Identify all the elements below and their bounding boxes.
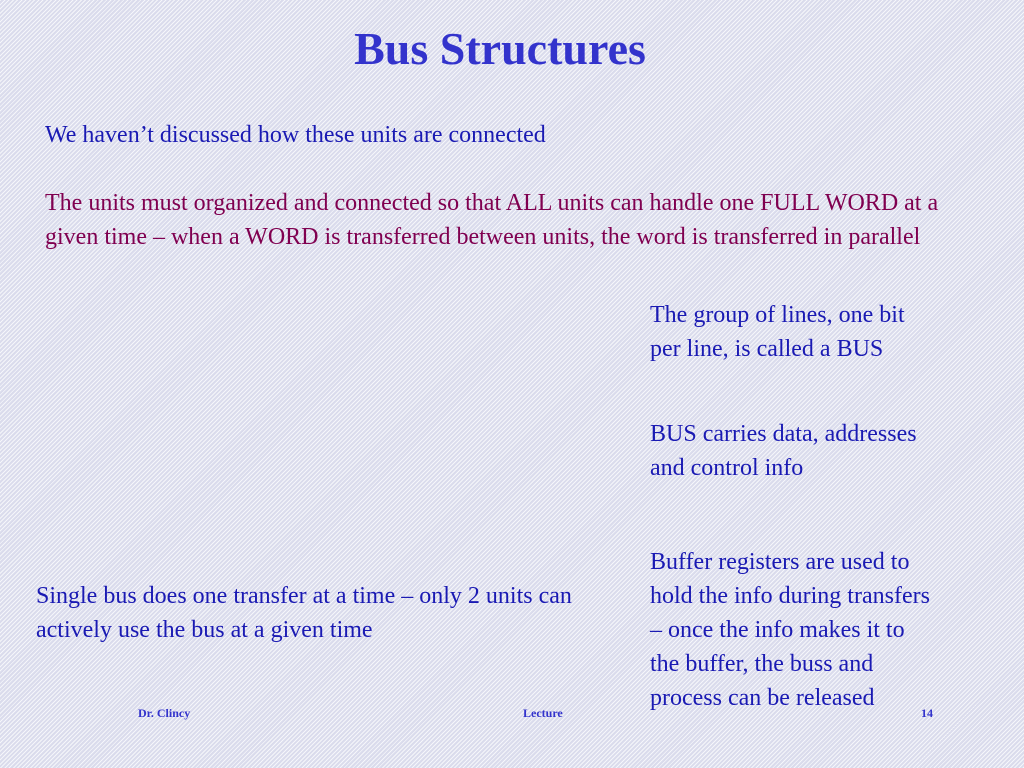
single-bus-note: Single bus does one transfer at a time – only 2 units can actively use the bus at a given time [36,583,572,643]
buffer-registers-note: Buffer registers are used to hold the info during transfers – once the info makes it to the buffer, the buss and process can be released [650,549,930,711]
footer-author: Dr. Clincy [138,706,191,720]
main-paragraph: The units must organized and connected so that ALL units can handle one FULL WORD at a given time – when a WORD is transferred between units, the word is transferred in parallel [45,190,939,250]
slide-title: Bus Structures [354,23,646,74]
footer-label: Lecture [523,706,563,720]
bus-carries-note: BUS carries data, addresses and control info [650,421,917,481]
bus-definition-note: The group of lines, one bit per line, is called a BUS [650,302,905,362]
intro-text: We haven’t discussed how these units are connected [45,122,546,148]
footer-page-number: 14 [921,706,933,720]
